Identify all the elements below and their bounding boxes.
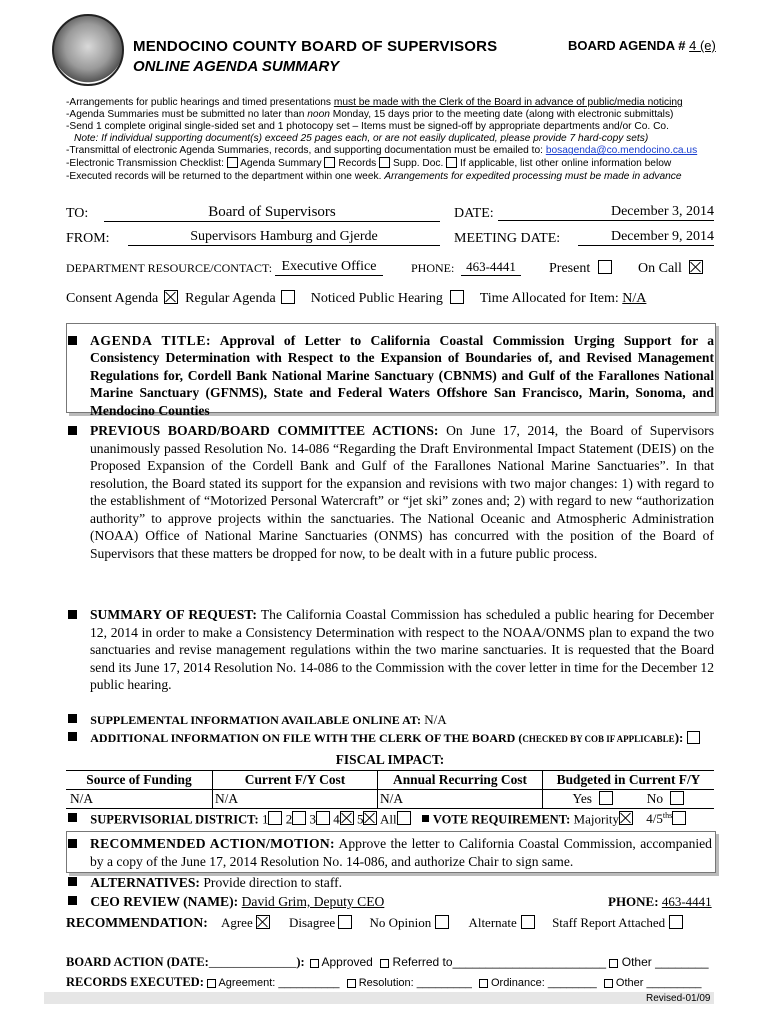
- board-action-other-checkbox[interactable]: [609, 959, 618, 968]
- resolution-checkbox[interactable]: [347, 979, 356, 988]
- meeting-date-label: MEETING DATE:: [454, 231, 561, 246]
- regular-agenda-checkbox[interactable]: [281, 290, 295, 304]
- ceo-agree-checkbox[interactable]: [256, 915, 270, 929]
- alternatives-text: Provide direction to staff.: [203, 875, 343, 890]
- district-3-checkbox[interactable]: [316, 811, 330, 825]
- footer-bar: [44, 992, 714, 1004]
- summary-text: The California Coastal Commission has scheduled a public hearing for December 12, 2014 in order to make a Consistency Determination with respect to the NOAA/ONMS plan to expand the two sanctuaries and revise management regulations within the two marine sanctuaries. It is requested that the Board send its June 17, 2014 Resolution No. 14-086 to the Commission with the cover letter in time for the December 12 public hearing.: [90, 607, 714, 692]
- instruction-note: Note: If individual supporting document(s) exceed 25 pages each, or are not easily duplicated, please provide 7 hard-copy sets): [74, 133, 649, 145]
- ceo-no-opinion-checkbox[interactable]: [435, 915, 449, 929]
- ceo-alternate-checkbox[interactable]: [521, 915, 535, 929]
- bullet-icon: [68, 813, 77, 822]
- records-other-checkbox[interactable]: [604, 979, 613, 988]
- present-checkbox[interactable]: [598, 260, 612, 274]
- fiscal-impact-title: FISCAL IMPACT:: [335, 752, 445, 767]
- instruction-line-2: -Agenda Summaries must be submitted no later than noon Monday, 15 days prior to the meeting date (along with electronic submittals): [66, 109, 674, 121]
- fiscal-recurring-cost-value: N/A: [378, 790, 543, 809]
- from-label: FROM:: [66, 231, 110, 246]
- bullet-icon: [68, 336, 77, 345]
- recommended-action-text: Approve the letter to California Coastal Commission, accompanied by a copy of the June 17, 2014 Resolution No. 14-086, and authorize Chair to sign same.: [90, 836, 712, 869]
- bullet-icon: [68, 732, 77, 741]
- summary-label: SUMMARY OF REQUEST:: [90, 607, 257, 622]
- district-1-checkbox[interactable]: [268, 811, 282, 825]
- recommended-action-label: RECOMMENDED ACTION/MOTION:: [90, 836, 335, 851]
- supplemental-label: SUPPLEMENTAL INFORMATION AVAILABLE ONLINE AT:: [90, 713, 421, 727]
- on-call-checkbox[interactable]: [689, 260, 703, 274]
- agenda-type-row: Consent Agenda Regular Agenda Noticed Public Hearing Time Allocated for Item: N/A: [66, 291, 647, 306]
- vote-majority-checkbox[interactable]: [619, 811, 633, 825]
- summary-of-request-section: [68, 606, 714, 694]
- bullet-icon: [68, 610, 77, 619]
- from-field[interactable]: Supervisors Hamburg and Gjerde: [128, 229, 440, 246]
- vote-four-fifths-checkbox[interactable]: [672, 811, 686, 825]
- supp-doc-checkbox[interactable]: [379, 157, 390, 168]
- bullet-icon: [68, 877, 77, 886]
- instruction-line-3: -Send 1 complete original single-sided set and 1 photocopy set – Items must be signed-off by appropriate departments and/or Co. Co.: [66, 121, 669, 133]
- date-label: DATE:: [454, 206, 494, 221]
- other-online-info-checkbox[interactable]: [446, 157, 457, 168]
- records-checkbox[interactable]: [324, 157, 335, 168]
- bullet-icon: [68, 714, 77, 723]
- budgeted-no-checkbox[interactable]: [670, 791, 684, 805]
- district-vote-row: SUPERVISORIAL DISTRICT: 1 2 3 4 5 All VOTE REQUIREMENT: Majority $4/5^{ths}$: [68, 811, 686, 827]
- ceo-phone: PHONE: 463-4441: [608, 894, 712, 909]
- instruction-checklist: -Electronic Transmission Checklist: Agenda Summary Records Supp. Doc. If applicable, list other online information below: [66, 158, 672, 170]
- county-seal-logo: [52, 14, 124, 86]
- fiscal-header-current-cost: Current F/Y Cost: [213, 771, 378, 790]
- fiscal-current-cost-value: N/A: [213, 790, 378, 809]
- revision-label: Revised-01/09: [646, 993, 711, 1004]
- agenda-title-label: AGENDA TITLE:: [90, 333, 212, 348]
- approved-checkbox[interactable]: [310, 959, 319, 968]
- bullet-icon: [422, 815, 429, 822]
- meeting-date-field[interactable]: December 9, 2014: [578, 229, 714, 246]
- board-agenda-value: 4 (e): [689, 38, 716, 53]
- agreement-checkbox[interactable]: [207, 979, 216, 988]
- county-board-title: MENDOCINO COUNTY BOARD OF SUPERVISORS: [133, 38, 498, 55]
- supplemental-value: N/A: [424, 712, 447, 727]
- on-call-option: On Call: [638, 260, 703, 277]
- noticed-public-hearing-checkbox[interactable]: [450, 290, 464, 304]
- to-label: TO:: [66, 206, 89, 221]
- fiscal-header-source: Source of Funding: [66, 771, 213, 790]
- agenda-summary-checkbox[interactable]: [227, 157, 238, 168]
- agenda-title-text: Approval of Letter to California Coastal Commission Urging Support for a Consistency Determination with Respect to the Expansion of Boundaries of, and Revised Management Regulations for, Cordell Bank National Marine Sanctuary (CBNMS) and Gulf of the Farallones National Marine Sanctuary (GFNMS), State and Federal Waters Offshore San Francisco, Marin, Sonoma, and Mendocino Counties: [90, 333, 714, 418]
- additional-info-checkbox[interactable]: [687, 731, 700, 744]
- bullet-icon: [68, 426, 77, 435]
- instruction-line-1: -Arrangements for public hearings and timed presentations must be made with the Clerk of the Board in advance of public/media noticing: [66, 97, 683, 108]
- ceo-disagree-checkbox[interactable]: [338, 915, 352, 929]
- agenda-title-section: [68, 332, 714, 419]
- online-agenda-summary-subtitle: ONLINE AGENDA SUMMARY: [133, 58, 340, 75]
- district-all-checkbox[interactable]: [397, 811, 411, 825]
- date-field[interactable]: December 3, 2014: [498, 204, 714, 221]
- district-4-checkbox[interactable]: [340, 811, 354, 825]
- staff-report-attached-checkbox[interactable]: [669, 915, 683, 929]
- phone-label: PHONE:: [411, 261, 455, 275]
- previous-actions-text: On June 17, 2014, the Board of Supervisors unanimously passed Resolution No. 14-086 “Regarding the Draft Environmental Impact Statement (DEIS) on the Proposed Expansion of the Cordell Bank and Gulf of the Farallones National Marine Sanctuaries”. In that resolution, the Board stated its support for the expansion and revisions with two major changes: 1) with regard to the establishment of “Motorized Personal Watercraft” or “jet ski” zones and; 2) with regard to new “authorization authority” to approve projects within the sanctuaries. The National Oceanic and Atmospheric Administration (NOAA) Office of National Marine Sanctuaries (ONMS) has concurred with the position of the Board of Supervisors that these matters be dropped for now, to be dealt with in a future public process.: [90, 423, 714, 561]
- recommended-action-section: [68, 835, 712, 870]
- previous-actions-label: PREVIOUS BOARD/BOARD COMMITTEE ACTIONS:: [90, 423, 439, 438]
- board-action-row: BOARD ACTION (DATE:______________): Approved Referred to_______________________ Other ________: [66, 955, 709, 969]
- instruction-line-7: -Executed records will be returned to the department within one week. Arrangements for expedited processing must be made in advance: [66, 170, 682, 182]
- budgeted-yes-checkbox[interactable]: [599, 791, 613, 805]
- bullet-icon: [68, 896, 77, 905]
- fiscal-impact-table: [66, 752, 714, 809]
- fiscal-header-budgeted: Budgeted in Current F/Y: [543, 771, 715, 790]
- consent-agenda-checkbox[interactable]: [164, 290, 178, 304]
- bosagenda-email-link[interactable]: bosagenda@co.mendocino.ca.us: [545, 145, 698, 157]
- ceo-recommendation-row: RECOMMENDATION: Agree Disagree No Opinion Alternate Staff Report Attached: [66, 915, 714, 931]
- time-allocated-value: N/A: [622, 291, 647, 306]
- ordinance-checkbox[interactable]: [479, 979, 488, 988]
- fiscal-source-value: N/A: [66, 790, 213, 809]
- present-option: Present: [549, 260, 612, 277]
- records-executed-row: RECORDS EXECUTED: Agreement: __________ Resolution: _________ Ordinance: ________ Other _________: [66, 975, 702, 989]
- department-contact-field[interactable]: Executive Office: [275, 259, 383, 276]
- fiscal-budgeted-options: Yes No: [543, 790, 715, 809]
- alternatives-row: ALTERNATIVES: Provide direction to staff.: [68, 875, 342, 891]
- ceo-review-row: CEO REVIEW (NAME): David Grim, Deputy CEO: [68, 894, 384, 910]
- additional-info-row: ADDITIONAL INFORMATION ON FILE WITH THE CLERK OF THE BOARD (CHECKED BY COB IF APPLICABLE):: [68, 730, 700, 746]
- bullet-icon: [68, 839, 77, 848]
- district-2-checkbox[interactable]: [292, 811, 306, 825]
- phone-field[interactable]: 463-4441: [461, 259, 521, 276]
- supplemental-info-row: [68, 712, 447, 728]
- instructions-block: [66, 97, 716, 183]
- instruction-line-5: -Transmittal of electronic Agenda Summaries, records, and supporting documentation must be emailed to: bosagenda@co.mendocino.ca.us: [66, 145, 698, 157]
- fiscal-header-recurring-cost: Annual Recurring Cost: [378, 771, 543, 790]
- previous-actions-section: [68, 422, 714, 562]
- board-agenda-number: [568, 38, 716, 53]
- department-contact-label: DEPARTMENT RESOURCE/CONTACT:: [66, 261, 273, 275]
- board-agenda-label: BOARD AGENDA #: [568, 38, 686, 53]
- ceo-review-name: David Grim, Deputy CEO: [241, 894, 385, 909]
- to-field[interactable]: Board of Supervisors: [104, 204, 440, 222]
- referred-checkbox[interactable]: [380, 959, 389, 968]
- district-5-checkbox[interactable]: [363, 811, 377, 825]
